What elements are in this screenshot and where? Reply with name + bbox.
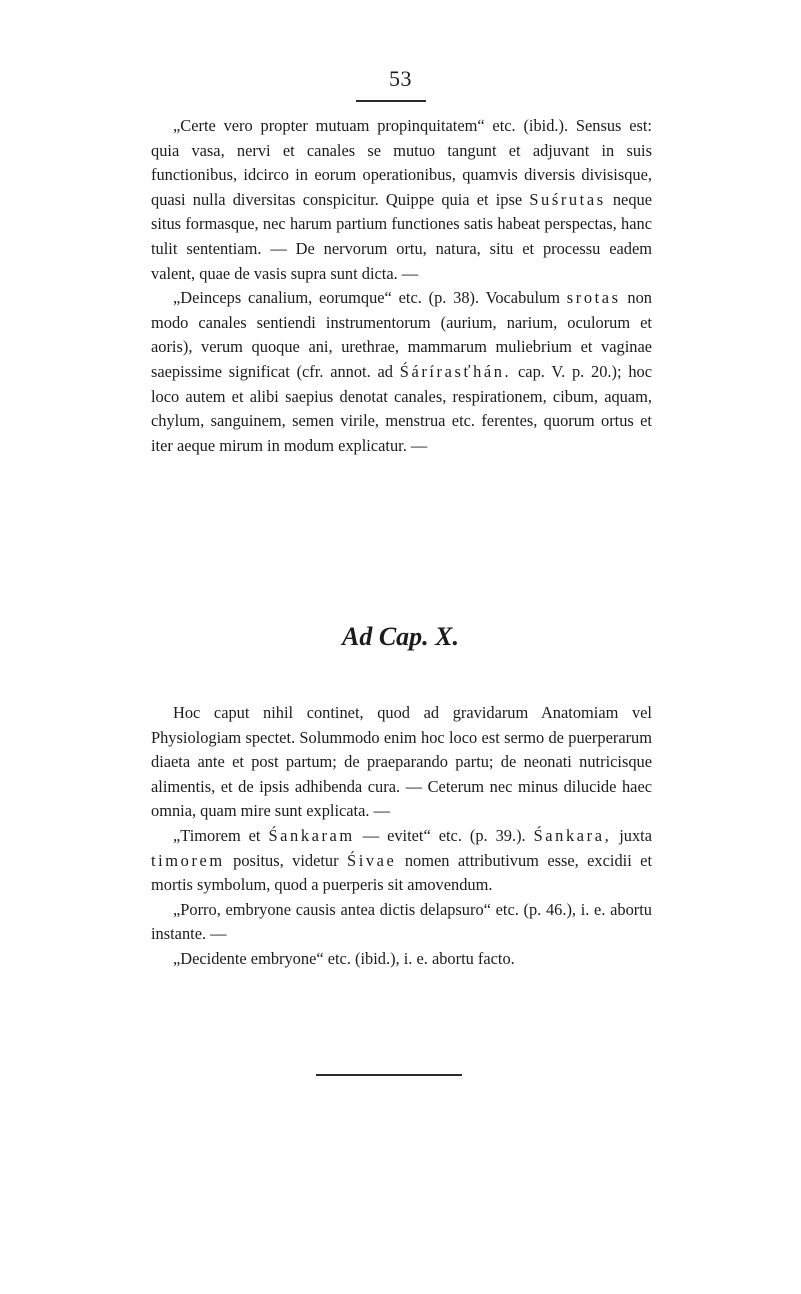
spaced-term: srotas [566,288,621,308]
text-run: Hoc caput nihil continet, quod ad gravidarum Anatomiam vel Physiologiam spectet. Solummodo enim hoc loco est sermo de puerperarum diaeta ante et post partum; de praeparando partu; de neonati nutricisque alimentis, et de ipsis adhibenda cura. — Ceterum nec minus dilucide haec omnia, quam mire sunt explicata. — [151,703,652,821]
text-run: „Deinceps canalium, eorumque“ etc. (p. 38). Vocabulum [173,288,567,308]
paragraph [151,286,652,458]
text-run: — evitet“ etc. (p. 39.). [354,825,534,845]
text-block-before-heading [151,114,652,458]
paragraph [151,114,652,286]
page-number: 53 [389,66,412,91]
paragraph [151,898,652,947]
text-run: cap. V. p. 20.); hoc loco autem et alibi saepius denotat canales, respirationem, cibum, aquam, chylum, sanguinem, semen virile, menstrua etc. ferentes, quorum ortus et iter aeque mirum in modum explicatur. — [151,361,652,455]
paragraph [151,947,652,972]
text-run: nomen attributivum esse, excidii et mortis symbolum, quod a puerperis sit amovendum. [151,850,652,895]
paragraph [151,824,652,898]
text-run: „Decidente embryone“ etc. (ibid.), i. e. abortu facto. [173,948,515,968]
text-run: positus, videtur [224,850,347,870]
paragraph [151,701,652,824]
spaced-term: Śivae [347,850,397,870]
text-run: non modo canales sentiendi instrumentorum (aurium, narium, oculorum et aoris), verum quoque ani, urethrae, mammarum muliebrium et vaginae saepissime significat (cfr. annot. ad [151,288,653,381]
spaced-term: Śankara, [533,825,612,845]
text-run: „Timorem et [173,825,269,845]
spaced-term: Śankaram [268,825,355,845]
footer-rule [316,1074,462,1076]
text-run: neque situs formasque, nec harum partium functiones satis habeat perspectas, hanc tulit sententiam. — De nervorum ortu, natura, situ et processu eadem valent, quae de vasis supra sunt dicta. — [151,189,652,283]
text-run: „Porro, embryone causis antea dictis delapsuro“ etc. (p. 46.), i. e. abortu instante. — [151,899,652,944]
text-block-after-heading [151,701,652,972]
header-rule [356,100,426,102]
chapter-heading: Ad Cap. X. [341,622,460,651]
spaced-term: Suśrutas [529,189,606,209]
text-run: juxta [611,825,653,845]
spaced-term: Śárírasťhán. [399,361,512,381]
text-run: „Certe vero propter mutuam propinquitatem“ etc. (ibid.). Sensus est: quia vasa, nervi et canales se mutuo tangunt et adjuvant in suis functionibus, idcirco in eorum operationibus, quamvis diversis divisisque, quasi nulla diversitas conspicitur. Quippe quia et ipse [151,116,652,209]
spaced-term: timorem [151,850,225,870]
